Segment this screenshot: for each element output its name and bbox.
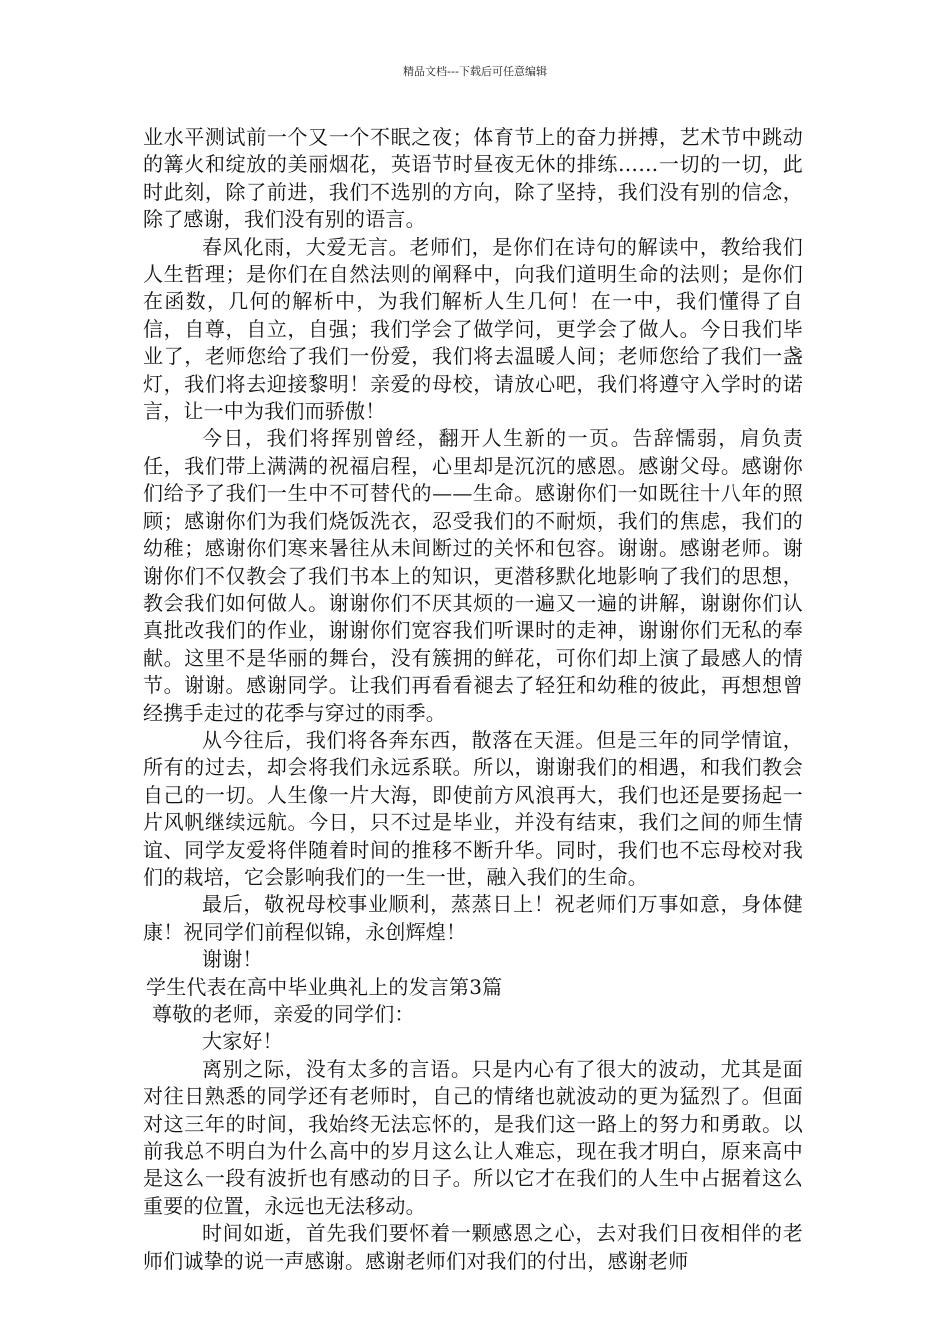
paragraph-thanks: 谢谢！ xyxy=(202,947,263,972)
paragraph-teachers: 春风化雨，大爱无言。老师们，是你们在诗句的解读中，教给我们人生哲理；是你们在自然法则的阐释中，向我们道明生命的法则；是你们在函数，几何的解析中，为我们解析人生几何！在一中，我们懂得了自信，自尊，自立，自强；我们学会了做学问，更学会了做人。今日我们毕业了，老师您给了我们一份爱，我们将去温暖人间；老师您给了我们一盏灯，我们将去迎接黎明！亲爱的母校，请放心吧，我们将遵守入学时的诺言，让一中为我们而骄傲！ xyxy=(143,234,803,424)
greeting: 大家好！ xyxy=(202,1029,283,1054)
section-title: 学生代表在高中毕业典礼上的发言第3篇 xyxy=(146,974,503,999)
paragraph-farewell: 从今往后，我们将各奔东西，散落在天涯。但是三年的同学情谊，所有的过去，却会将我们永远系联。所以，谢谢我们的相遇，和我们教会自己的一切。人生像一片大海，即使前方风浪再大，我们也还是要扬起一片风帆继续远航。今日，只不过是毕业，并没有结束，我们之间的师生情谊、同学友爱将伴随着时间的推移不断升华。同时，我们也不忘母校对我们的栽培，它会影响我们的一生一世，融入我们的生命。 xyxy=(143,727,803,889)
paragraph-continued: 业水平测试前一个又一个不眠之夜；体育节上的奋力拼搏，艺术节中跳动的篝火和绽放的美丽烟花，英语节时昼夜无休的排练……一切的一切，此时此刻，除了前进，我们不选别的方向，除了坚持，我们没有别的信念，除了感谢，我们没有别的语言。 xyxy=(143,125,803,232)
paragraph-gratitude: 今日，我们将挥别曾经，翻开人生新的一页。告辞懦弱，肩负责任，我们带上满满的祝福启程，心里却是沉沉的感恩。感谢父母。感谢你们给予了我们一生中不可替代的——生命。感谢你们一如既往十八年的照顾；感谢你们为我们烧饭洗衣，忍受我们的不耐烦，我们的焦虑，我们的幼稚；感谢你们寒来暑往从未间断过的关怀和包容。谢谢。感谢老师。谢谢你们不仅教会了我们书本上的知识，更潜移默化地影响了我们的思想，教会我们如何做人。谢谢你们不厌其烦的一遍又一遍的讲解，谢谢你们认真批改我们的作业，谢谢你们宽容我们听课时的走神，谢谢你们无私的奉献。这里不是华丽的舞台，没有簇拥的鲜花，可你们却上演了最感人的情节。谢谢。感谢同学。让我们再看看褪去了轻狂和幼稚的彼此，再想想曾经携手走过的花季与穿过的雨季。 xyxy=(143,426,803,725)
paragraph-time: 时间如逝，首先我们要怀着一颗感恩之心，去对我们日夜相伴的老师们诚挚的说一声感谢。感谢老师们对我们的付出，感谢老师 xyxy=(143,1221,803,1273)
paragraph-wishes: 最后，敬祝母校事业顺利，蒸蒸日上！祝老师们万事如意，身体健康！祝同学们前程似锦，永创辉煌！ xyxy=(143,892,803,944)
page-header: 精品文档---下载后可任意编辑 xyxy=(403,65,547,78)
salutation: 尊敬的老师，亲爱的同学们： xyxy=(152,1002,415,1026)
document-body xyxy=(143,124,803,1275)
paragraph-parting: 离别之际，没有太多的言语。只是内心有了很大的波动，尤其是面对往日熟悉的同学还有老师时，自己的情绪也就波动的更为猛烈了。但面对这三年的时间，我始终无法忘怀的，是我们这一路上的努力和勇敢。以前我总不明白为什么高中的岁月这么让人难忘，现在我才明白，原来高中是这么一段有波折也有感动的日子。所以它才在我们的人生中占据着这么重要的位置，永远也无法移动。 xyxy=(143,1056,803,1218)
